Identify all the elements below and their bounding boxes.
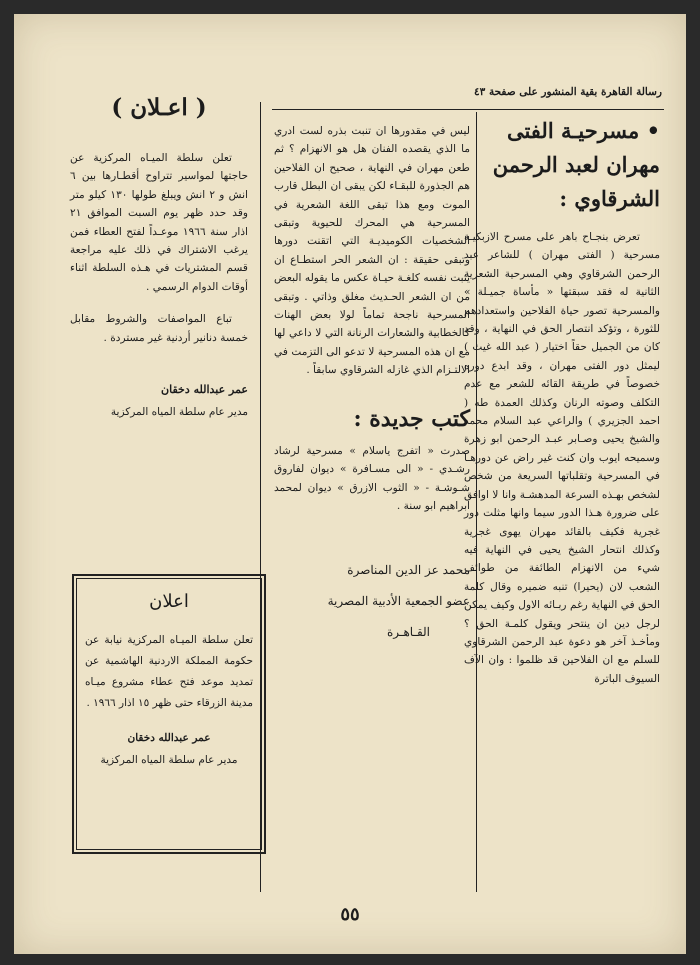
announcement-paragraph: تعلن سلطة الميـاه المركزية عن حاجتها لمواسير تتراوح أقطـارها بين ٦ انش و ٢ انش ويبلغ طولها ١٣٠ كيلو متر وقد حدد ظهر يوم السبت الموافق ٢١ اذار سنة ١٩٦٦ موعـداً لفتح العطاء فمن يرغب الاشتراك في ذلك عليه مراجعة قسم المشتريات في هـذه السلطة اثناء أوقات الدوام الرسمي . [70, 152, 249, 293]
review-column [464, 84, 660, 688]
author-city: القـاهـرة [387, 625, 430, 640]
review-title: • مسرحيـة الفتى مهران لعبد الرحمن الشرقاوي : [492, 118, 660, 211]
new-books-title: كتب جديدة : [353, 405, 470, 432]
author-name: محمد عز الدين المناصرة [347, 563, 470, 578]
announcement-body [70, 149, 248, 347]
magazine-page [14, 14, 686, 954]
announcement-title: ( اعـلان ) [111, 94, 207, 121]
new-books-paragraph: صدرت « اتفرج ياسلام » مسرحية لرشاد رشـدي - « الى مسـافرة » ديوان لفاروق شـوشـة - « الثوب الازرق » ديوان لمحمد ابراهيم ابو سنة . [274, 444, 470, 512]
boxed-announcement-signer-role: مدير عام سلطة المياه المركزية [100, 754, 238, 766]
announcement-signer-name: عمر عبدالله دخقان [161, 383, 248, 397]
continuation-body [274, 122, 470, 380]
continuation-paragraph: ليس في مقدورها ان تنبت بذره لست ادري ما الذي يقصده الفنان هل هو الانهزام ؟ ثم طعن مهران في النهاية ، صحيح ان الفلاحين هم الجذورة للبقـاء لكن يبقى ان البطل قارب الموت ومع هذا تبقى اللغة الشعرية في المسرحية هي المحرك للحيوية وتبقى الشخصيات الكوميديـة التي اتقنت دورها وتبقى حقيقة : ان الشعر الحر استطـاع ان يثبت نفسه كلغـة حيـاة عكس ما يقوله البعض من ان الشعر الحـديث مغلق وذاتي . وتبقى المسرحية ناجحة تماماً لولا بعض الهنات كالخطابية والشعارات الرنانة التي لا داعي لها مع ان هذه المسرحية لا تدعو الى التزمت في الالتـزام الذي غازله الشرقاوي سابقاً . [274, 125, 470, 377]
author-signature [274, 555, 470, 648]
continued-header: رسالة القاهرة بقية المنشور على صفحة ٤٣ [474, 86, 662, 98]
page-number: ٥٥ [340, 904, 360, 925]
announcement-column [70, 94, 248, 418]
author-role: عضو الجمعية الأدبية المصرية [327, 594, 470, 609]
continuation-column [274, 122, 470, 648]
review-body [464, 228, 660, 688]
announcement-note: تباع المواصفات والشروط مقابل خمسة دنانير أردنية غير مستردة . [70, 313, 248, 344]
boxed-announcement-body: تعلن سلطة الميـاه المركزية نيابة عن حكومة المملكة الاردنية الهاشمية عن تمديد موعد فتح عطاء مشروع ميـاه مدينة الزرقاء حتى ظهر ١٥ اذار ١٩٦٦ . [85, 634, 253, 709]
announcement-signer-role: مدير عام سلطة المياه المركزية [110, 406, 248, 419]
boxed-announcement [72, 574, 266, 854]
boxed-announcement-title: اعلان [149, 591, 189, 612]
boxed-announcement-signer-name: عمر عبدالله دخقان [127, 732, 211, 744]
new-books-body [274, 442, 470, 516]
boxed-announcement-inner [76, 578, 262, 850]
review-paragraph: تعرض بنجـاح باهر على مسرح الازبكيـة مسرحية ( الفتى مهران ) للشاعر عبد الرحمن الشرقاوي وهي المسرحية الشعرية الثانية له فقد سبقتها « مأساة جميـلة » والمسرحية تصور حياة الفلاحين واستعدادهم للثورة ، وتؤكد انتصار الحق في النهاية ، وقد كان من الجميل حقاً اختيار ( عبد الله غيث ) ليمثل دور الفتى مهران ، وقد ابدع دوره خصوصاً في طريقة القائه للشعر مع عدم التكلف وصوته الرنان وكذلك العمدة طه ( احمد الجزيري ) والراعي عبد السلام محمد والشيخ يحيى وصـابر عبـد الرحمن ابو زهرة وسميحه ايوب وان كنت غير راض عن دورهـا في المسرحية وتقلباتها السريعة من شخص لشخص بهـذه السرعة المدهشـة وانا لا اوافق على ضرورة هـذا الدور سيما وانها مثلت دور غجرية فكيف بالقائد مهران يهوى غجرية وكذلك انتحار الشيخ يحيى في النهاية فيه شيء من الانهزام الطائفة من طوائف الشعب لان (يحيرا) تنبه ضميره وقال كلمة الحق في النهاية رغم ربـائه الاول وكيف يمكن لرجل دين ان ينتحر ويقول كلمـة الحق ؟ ومأخـذ آخر هو دعوة عبد الرحمن الشرقاوي للسلم مع ان الفلاحين قد ظلموا : وان الآف السيوف الباترة [464, 231, 660, 685]
